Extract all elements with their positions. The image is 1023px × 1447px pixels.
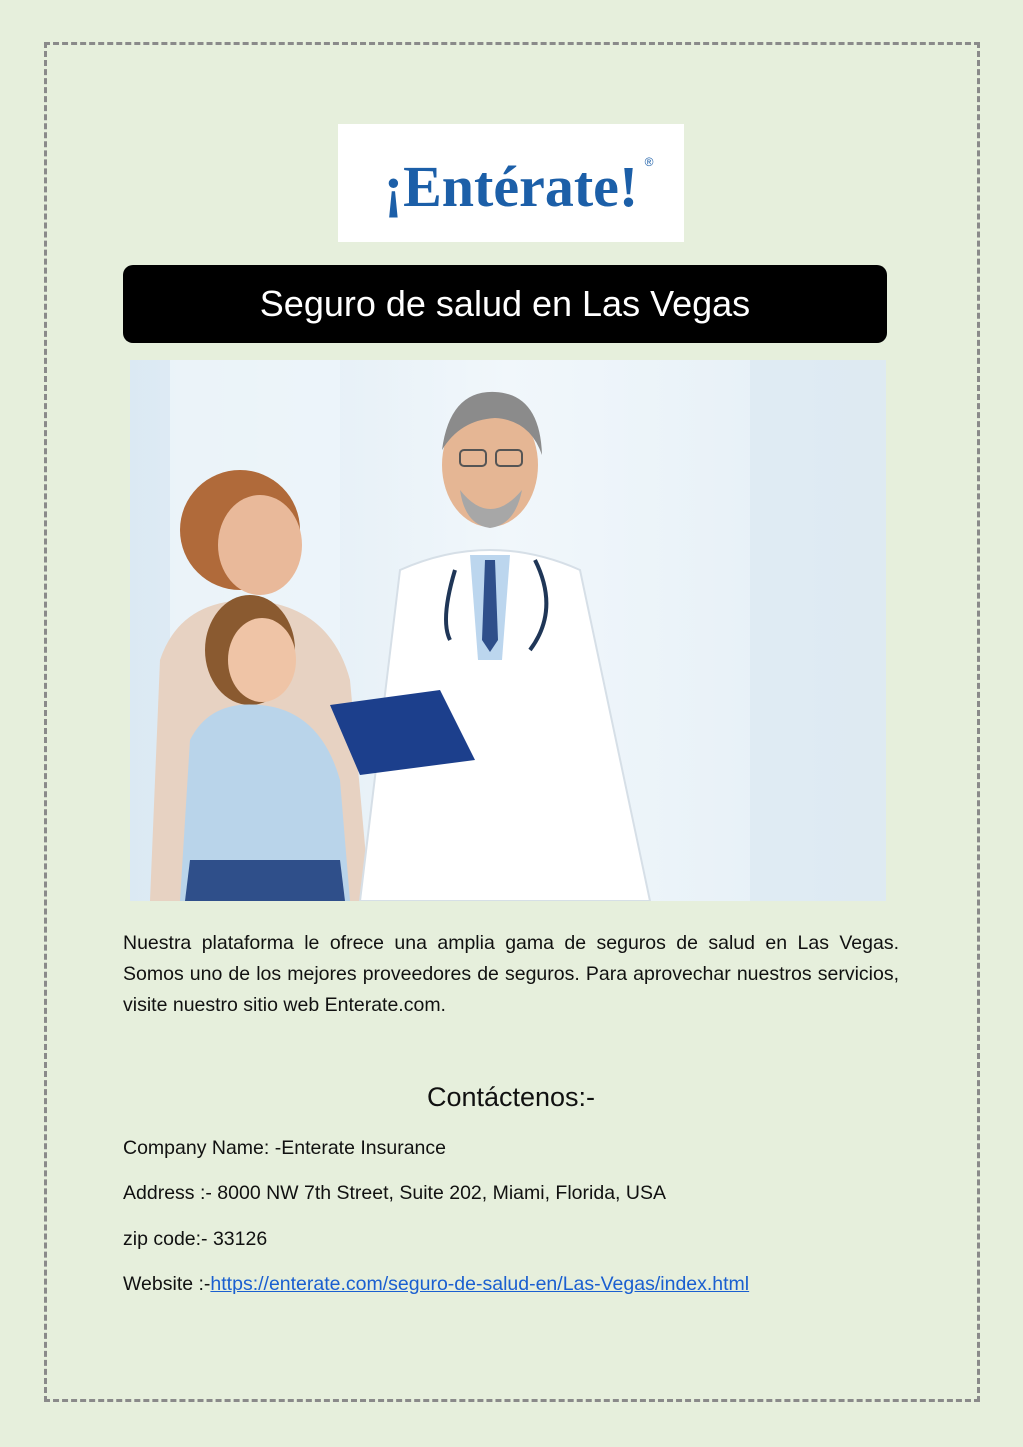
website-label: Website :- <box>123 1273 211 1295</box>
page-title: Seguro de salud en Las Vegas <box>259 283 751 324</box>
photo-doctor-mother-daughter-icon <box>130 360 886 901</box>
website-line <box>123 1273 749 1296</box>
website-link[interactable]: https://enterate.com/seguro-de-salud-en/Las-Vegas/index.html <box>210 1273 750 1295</box>
contact-heading: Contáctenos:- <box>426 1082 596 1112</box>
intro-paragraph: Nuestra plataforma le ofrece una amplia gama de seguros de salud en Las Vegas. Somos uno de los mejores proveedores de seguros. Para aprovechar nuestros servicios, visite nuestro sitio web Enterate.com. <box>123 932 899 1016</box>
logo <box>338 124 684 242</box>
zip-code: zip code:- 33126 <box>123 1228 268 1250</box>
address: Address :- 8000 NW 7th Street, Suite 202, Miami, Florida, USA <box>123 1182 666 1204</box>
logo-registered-mark: ® <box>644 155 654 169</box>
enterate-logo-icon <box>361 138 661 228</box>
company-name: Company Name: -Enterate Insurance <box>123 1137 446 1159</box>
logo-text: ¡Entérate! <box>383 154 639 219</box>
title-banner <box>123 265 887 343</box>
hero-image <box>130 360 886 901</box>
